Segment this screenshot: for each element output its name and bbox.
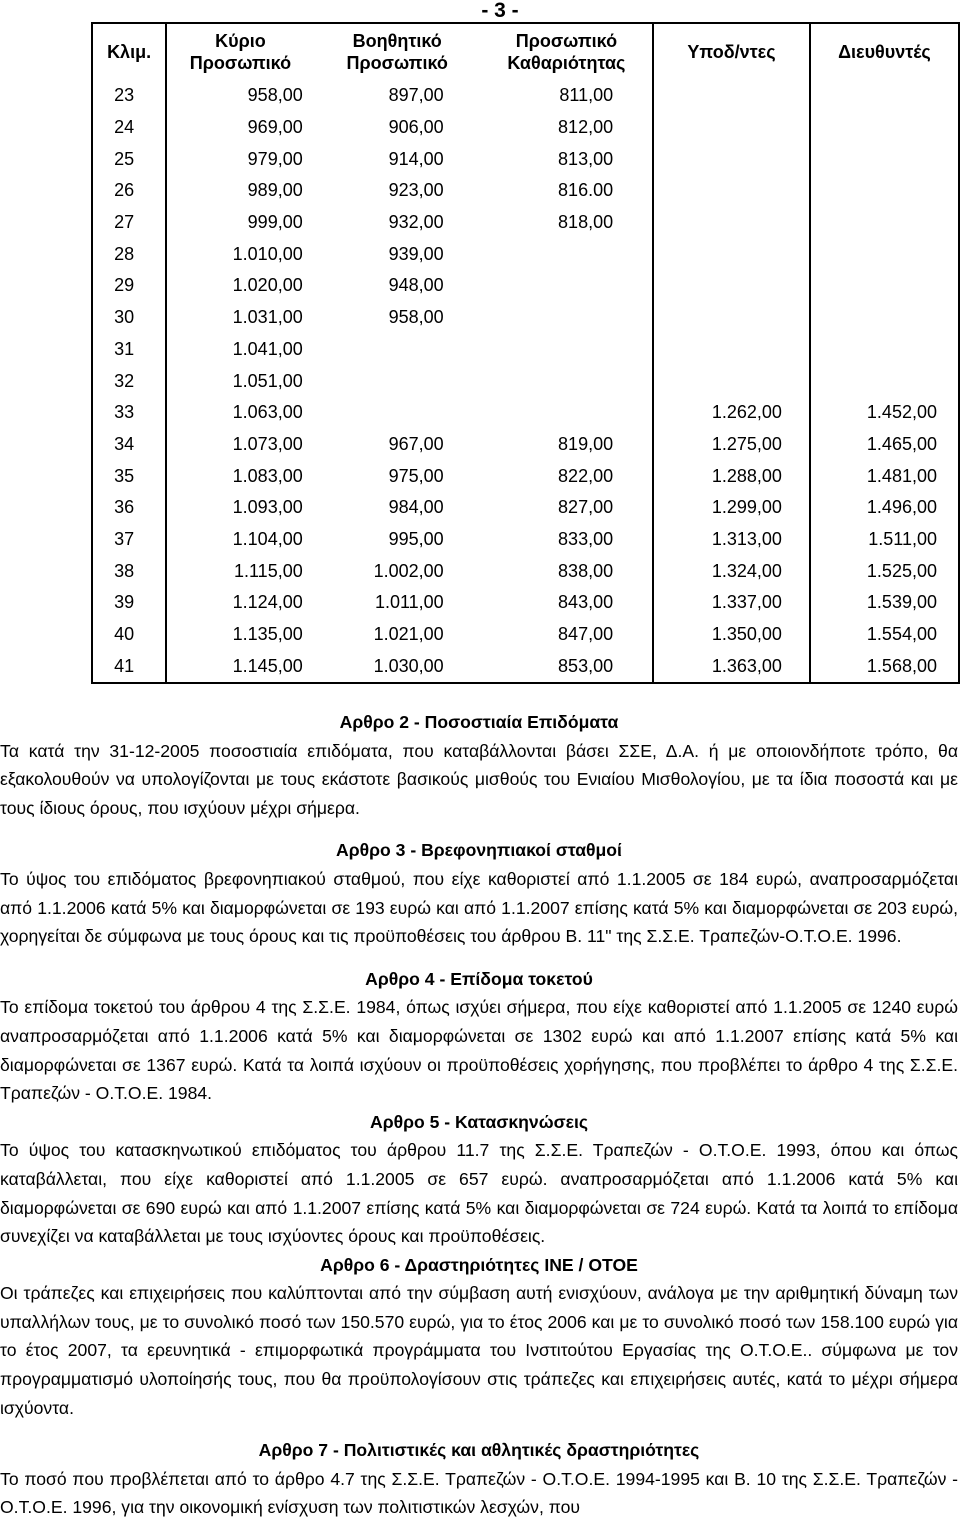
table-cell: 984,00	[388, 497, 444, 518]
header-scale: Κλιμ.	[92, 23, 166, 80]
table-cell: 31	[92, 334, 166, 366]
articles-section	[0, 708, 958, 1522]
table-cell: 811,00	[559, 85, 614, 106]
table-cell: 818,00	[558, 212, 614, 233]
table-cell	[314, 397, 481, 429]
table-cell: 975,00	[388, 465, 444, 486]
table-cell: 1.020,00	[232, 275, 303, 296]
table-cell	[810, 112, 959, 144]
table-cell	[810, 238, 959, 270]
table-cell: 1.496,00	[810, 492, 959, 524]
table-cell	[810, 365, 959, 397]
table-row	[92, 143, 959, 175]
table-cell: 26	[92, 175, 166, 207]
table-cell: 906,00	[388, 117, 444, 138]
table-cell	[653, 112, 810, 144]
table-cell: 1.539,00	[810, 587, 959, 619]
table-row	[92, 302, 959, 334]
table-row	[92, 80, 959, 112]
article-7-body: Το ποσό που προβλέπεται από το άρθρο 4.7 της Σ.Σ.Ε. Τραπεζών - Ο.Τ.Ο.Ε. 1994-1995 και Β. 10 της Σ.Σ.Ε. Τραπεζών - Ο.Τ.Ο.Ε. 1996, για την οικονομική ενίσχυση των πολιτιστικών λεσχών, που	[0, 1468, 958, 1518]
page-number: - 3 -	[481, 0, 519, 22]
table-cell: 819,00	[558, 433, 614, 454]
table-cell: 833,00	[558, 528, 614, 549]
table-cell	[314, 365, 481, 397]
table-cell: 1.288,00	[653, 460, 810, 492]
table-cell	[810, 207, 959, 239]
table-cell: 812,00	[558, 117, 614, 138]
table-cell	[810, 80, 959, 112]
table-cell: 1.350,00	[653, 619, 810, 651]
table-cell: 1.083,00	[232, 465, 303, 486]
table-cell: 1.051,00	[232, 370, 303, 391]
table-cell: 967,00	[388, 433, 444, 454]
table-cell: 838,00	[558, 560, 614, 581]
table-cell: 41	[92, 650, 166, 683]
table-cell: 999,00	[247, 212, 303, 233]
table-cell: 989,00	[247, 180, 303, 201]
table-cell	[810, 302, 959, 334]
table-cell	[314, 334, 481, 366]
table-cell: 1.481,00	[810, 460, 959, 492]
table-cell: 939,00	[388, 243, 444, 264]
table-cell: 914,00	[388, 148, 444, 169]
table-cell: 1.525,00	[810, 555, 959, 587]
table-cell: 1.145,00	[232, 655, 303, 676]
table-cell: 979,00	[247, 148, 303, 169]
table-cell: 1.554,00	[810, 619, 959, 651]
table-cell: 1.002,00	[373, 560, 444, 581]
table-cell: 1.115,00	[234, 560, 303, 581]
table-row	[92, 524, 959, 556]
table-cell: 1.337,00	[653, 587, 810, 619]
table-row	[92, 397, 959, 429]
table-cell: 38	[92, 555, 166, 587]
table-cell: 1.010,00	[232, 243, 303, 264]
header-cleaning-staff: Προσωπικό Καθαριότητας	[507, 31, 626, 73]
table-cell	[653, 365, 810, 397]
table-cell: 1.363,00	[653, 650, 810, 683]
table-cell	[481, 334, 653, 366]
table-cell	[653, 143, 810, 175]
table-cell: 29	[92, 270, 166, 302]
table-row	[92, 238, 959, 270]
table-cell: 35	[92, 460, 166, 492]
table-row	[92, 270, 959, 302]
table-cell: 33	[92, 397, 166, 429]
table-cell	[810, 143, 959, 175]
table-cell: 24	[92, 112, 166, 144]
table-cell: 1.262,00	[653, 397, 810, 429]
table-cell: 25	[92, 143, 166, 175]
table-cell: 37	[92, 524, 166, 556]
table-row	[92, 619, 959, 651]
table-row	[92, 492, 959, 524]
table-cell: 897,00	[388, 85, 444, 106]
table-cell: 822,00	[558, 465, 614, 486]
table-row	[92, 429, 959, 461]
table-row	[92, 555, 959, 587]
article-5-body: Το ύψος του κατασκηνωτικού επιδόματος του άρθρου 11.7 της Σ.Σ.Ε. Τραπεζών - Ο.Τ.Ο.Ε. 1993, όπου και όπως καταβάλλεται, που είχε καθοριστεί από 1.1.2005 σε 657 ευρώ. αναπροσαρμόζεται από 1.1.2006 κατά 5% και διαμορφώνεται σε 690 ευρώ και από 1.1.2007 επίσης κατά 5% και διαμορφώνεται σε 724 ευρώ. Κατά τα λοιπά το επίδομα συνεχίζει να καταβάλλεται με τους ισχύοντες όρους και προϋποθέσεις.	[0, 1140, 958, 1247]
table-cell	[481, 397, 653, 429]
table-cell: 1.465,00	[810, 429, 959, 461]
salary-table-body	[92, 80, 959, 683]
table-cell: 1.299,00	[653, 492, 810, 524]
article-2-body: Τα κατά την 31-12-2005 ποσοστιαία επιδόματα, που καταβάλλονται βάσει ΣΣΕ, Δ.Α. ή με οποιονδήποτε τρόπο, θα εξακολουθούν να υπολογίζονται με τους εκάστοτε βασικούς μισθούς του Ενιαίου Μισθολογίου, με τα ίδια ποσοστά και με τους ίδιους όρους, που ισχύουν μέχρι σήμερα.	[0, 740, 958, 818]
table-cell: 32	[92, 365, 166, 397]
table-cell: 853,00	[558, 655, 614, 676]
table-cell	[653, 270, 810, 302]
table-cell: 23	[92, 80, 166, 112]
table-cell: 958,00	[247, 85, 303, 106]
article-2-title: Αρθρο 2 - Ποσοστιαία Επιδόματα	[339, 712, 619, 732]
article-4-body: Το επίδομα τοκετού του άρθρου 4 της Σ.Σ.Ε. 1984, όπως ισχύει σήμερα, που είχε καθοριστεί από 1.1.2005 σε 1240 ευρώ αναπροσαρμόζεται από 1.1.2006 κατά 5% και διαμορφώνεται σε 1302 ευρώ και από 1.1.2007 επίσης κατά 5% και διαμορφώνεται σε 1367 ευρώ. Κατά τα λοιπά ισχύουν οι προϋποθέσεις χορήγησης, που προβλέπει το άρθρο 4 της Σ.Σ.Ε. Τραπεζών - Ο.Τ.Ο.Ε. 1984.	[0, 997, 958, 1104]
table-row	[92, 365, 959, 397]
header-auxiliary-staff: Βοηθητικό Προσωπικό	[346, 31, 448, 73]
table-cell: 34	[92, 429, 166, 461]
table-cell: 1.104,00	[232, 528, 303, 549]
article-3-title: Αρθρο 3 - Βρεφονηπιακοί σταθμοί	[336, 840, 622, 861]
header-deputy-managers: Υποδ/ντες	[653, 23, 810, 80]
table-cell: 827,00	[558, 497, 614, 518]
table-cell: 948,00	[388, 275, 444, 296]
table-cell: 1.011,00	[374, 592, 444, 613]
header-main-staff: Κύριο Προσωπικό	[189, 31, 292, 73]
table-cell	[653, 80, 810, 112]
table-cell: 1.313,00	[653, 524, 810, 556]
table-cell	[653, 175, 810, 207]
table-cell: 1.511,00	[810, 524, 959, 556]
table-cell: 1.135,00	[232, 624, 303, 645]
table-cell: 1.030,00	[373, 655, 444, 676]
article-5-title: Αρθρο 5 - Κατασκηνώσεις	[370, 1111, 588, 1132]
table-cell	[653, 238, 810, 270]
table-cell: 1.041,00	[232, 338, 303, 359]
table-cell: 843,00	[558, 592, 614, 613]
table-cell	[481, 270, 653, 302]
table-cell	[653, 334, 810, 366]
table-cell: 932,00	[388, 212, 444, 233]
table-row	[92, 587, 959, 619]
article-7-title: Αρθρο 7 - Πολιτιστικές και αθλητικές δραστηριότητες	[258, 1440, 700, 1461]
table-cell	[481, 238, 653, 270]
table-cell: 36	[92, 492, 166, 524]
table-cell: 1.093,00	[232, 497, 303, 518]
table-cell: 40	[92, 619, 166, 651]
table-cell: 28	[92, 238, 166, 270]
table-cell	[810, 175, 959, 207]
table-row	[92, 112, 959, 144]
article-6-title: Αρθρο 6 - Δραστηριότητες ΙΝΕ / ΟΤΟΕ	[320, 1254, 638, 1275]
article-4-title: Αρθρο 4 - Επίδομα τοκετού	[365, 968, 593, 989]
article-3-body: Το ύψος του επιδόματος βρεφονηπιακού σταθμού, που είχε καθοριστεί από 1.1.2005 σε 184 ευρώ, αναπροσαρμόζεται από 1.1.2006 κατά 5% και διαμορφώνεται σε 193 ευρώ και από 1.1.2007 επίσης κατά 5% και διαμορφώνεται σε 203 ευρώ, χορηγείται δε σύμφωνα με τους όρους και τις προϋποθέσεις του άρθρου Β. 11" της Σ.Σ.Ε. Τραπεζών-Ο.Τ.Ο.Ε. 1996.	[0, 868, 958, 947]
table-cell: 30	[92, 302, 166, 334]
table-cell: 816.00	[558, 180, 614, 201]
table-cell	[810, 334, 959, 366]
table-cell: 813,00	[558, 148, 614, 169]
table-row	[92, 207, 959, 239]
table-cell: 923,00	[388, 180, 444, 201]
table-cell: 847,00	[558, 624, 614, 645]
table-row	[92, 175, 959, 207]
table-cell	[810, 270, 959, 302]
table-cell	[653, 207, 810, 239]
table-cell: 1.031,00	[232, 307, 303, 328]
table-cell: 1.021,00	[373, 624, 444, 645]
header-managers: Διευθυντές	[810, 23, 959, 80]
salary-table	[91, 22, 960, 684]
table-cell: 1.063,00	[232, 402, 303, 423]
table-cell: 1.275,00	[653, 429, 810, 461]
table-cell	[481, 302, 653, 334]
table-row	[92, 460, 959, 492]
table-cell: 1.568,00	[810, 650, 959, 683]
table-cell	[481, 365, 653, 397]
salary-table-header	[92, 23, 959, 80]
table-cell: 995,00	[388, 528, 444, 549]
table-cell: 39	[92, 587, 166, 619]
table-cell: 27	[92, 207, 166, 239]
table-cell: 969,00	[247, 117, 303, 138]
table-row	[92, 334, 959, 366]
table-cell	[653, 302, 810, 334]
table-cell: 1.452,00	[810, 397, 959, 429]
table-row	[92, 650, 959, 683]
article-6-body: Οι τράπεζες και επιχειρήσεις που καλύπτονται από την σύμβαση αυτή ενισχύουν, ανάλογα με την αριθμητική δύναμη των υπαλλήλων τους, με το συνολικό ποσό των 150.570 ευρώ, για το έτος 2006 και με το συνολικό ποσό των 158.100 ευρώ για το έτος 2007, τα ερευνητικά - επιμορφωτικά προγράμματα του Ινστιτούτου Εργασίας της Ο.Τ.Ο.Ε.. σύμφωνα με τον προγραμματισμό υλοποίησής τους, που θα προϋπολογίσουν στις τράπεζες και επιχειρήσεις αυτές, κατά το μέχρι σήμερα ισχύοντα.	[0, 1283, 958, 1418]
table-cell: 958,00	[388, 307, 444, 328]
table-cell: 1.073,00	[232, 433, 303, 454]
table-cell: 1.324,00	[653, 555, 810, 587]
table-cell: 1.124,00	[232, 592, 303, 613]
